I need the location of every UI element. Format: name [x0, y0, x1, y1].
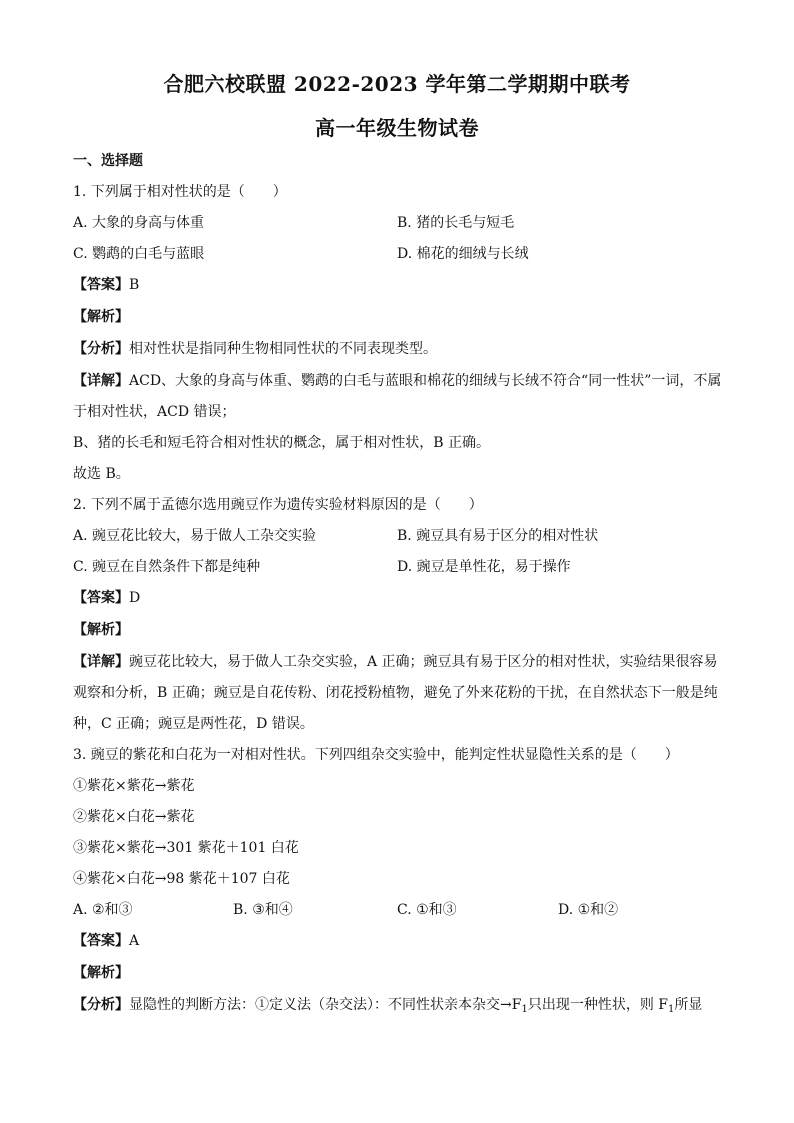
q1-option-c: C. 鹦鹉的白毛与蓝眼 [73, 246, 205, 262]
subscript-1: 1 [521, 1004, 528, 1015]
q2-option-d: D. 豌豆是单性花，易于操作 [397, 559, 571, 575]
fenxi-tag: 【分析】 [73, 341, 129, 357]
q2-analysis-tag: 【解析】 [73, 622, 129, 638]
fenxi-text-b: 只出现一种性状，则 F [527, 997, 668, 1013]
q3-analysis-tag: 【解析】 [73, 965, 129, 981]
q1-analysis-tag: 【解析】 [73, 309, 129, 325]
xiangjie-tag: 【详解】 [73, 654, 129, 670]
q2-option-b: B. 豌豆具有易于区分的相对性状 [397, 528, 599, 544]
answer-value: B [129, 277, 140, 293]
q1-stem: 1. 下列属于相对性状的是（ ） [73, 184, 287, 200]
q1-xiangjie-line3: B、猪的长毛和短毛符合相对性状的概念，属于相对性状，B 正确。 [73, 435, 491, 451]
q2-stem: 2. 下列不属于孟德尔选用豌豆作为遗传实验材料原因的是（ ） [73, 497, 483, 513]
q3-cross-3: ③紫花×紫花→301 紫花＋101 白花 [73, 840, 299, 856]
xiangjie-tag: 【详解】 [73, 373, 129, 389]
answer-tag: 【答案】 [73, 933, 129, 949]
q2-answer [73, 589, 140, 607]
q2-option-c: C. 豌豆在自然条件下都是纯种 [73, 559, 261, 575]
q1-xiangjie-line2: 于相对性状，ACD 错误； [73, 404, 236, 420]
q1-option-a: A. 大象的身高与体重 [73, 215, 205, 231]
q3-cross-2: ②紫花×白花→紫花 [73, 809, 195, 825]
xiangjie-text: ACD、大象的身高与体重、鹦鹉的白毛与蓝眼和棉花的细绒与长绒不符合“同一性状”一词，不属 [129, 373, 722, 389]
answer-tag: 【答案】 [73, 590, 129, 606]
answer-value: A [129, 933, 140, 949]
answer-tag: 【答案】 [73, 277, 129, 293]
q2-xiangjie-line2: 观察和分析，B 正确；豌豆是自花传粉、闭花授粉植物，避免了外来花粉的干扰，在自然状态下一般是纯 [73, 685, 718, 701]
q3-option-c: C. ①和③ [397, 902, 457, 918]
section-heading: 一、选择题 [73, 153, 143, 169]
q3-stem: 3. 豌豆的紫花和白花为一对相对性状。下列四组杂交实验中，能判定性状显隐性关系的是（ ） [73, 747, 679, 763]
fenxi-text-c: 所显 [674, 997, 703, 1013]
q1-answer [73, 276, 139, 294]
q3-option-d: D. ①和② [558, 902, 619, 918]
q1-option-b: B. 猪的长毛与短毛 [397, 215, 515, 231]
q2-option-a: A. 豌豆花比较大，易于做人工杂交实验 [73, 528, 317, 544]
fenxi-text-a: 显隐性的判断方法：①定义法（杂交法）：不同性状亲本杂交→F [129, 997, 522, 1013]
q2-xiangjie-line3: 种，C 正确；豌豆是两性花，D 错误。 [73, 716, 314, 732]
exam-title: 合肥六校联盟 2022-2023 学年第二学期期中联考 [163, 72, 631, 96]
q1-conclusion: 故选 B。 [73, 466, 130, 482]
q3-option-b: B. ③和④ [233, 902, 293, 918]
q3-cross-4: ④紫花×白花→98 紫花＋107 白花 [73, 871, 290, 887]
q3-fenxi [73, 996, 702, 1019]
q1-option-d: D. 棉花的细绒与长绒 [397, 246, 529, 262]
exam-subtitle: 高一年级生物试卷 [315, 116, 479, 140]
q1-fenxi [73, 340, 437, 358]
answer-value: D [129, 590, 141, 606]
subscript-2: 1 [668, 1004, 675, 1015]
q1-xiangjie-line1 [73, 372, 721, 390]
fenxi-tag: 【分析】 [73, 997, 129, 1013]
xiangjie-text: 豌豆花比较大，易于做人工杂交实验，A 正确；豌豆具有易于区分的相对性状，实验结果很容易 [129, 654, 718, 670]
fenxi-text: 相对性状是指同种生物相同性状的不同表现类型。 [129, 341, 437, 357]
q3-answer [73, 932, 139, 950]
q2-xiangjie-line1 [73, 653, 718, 671]
q3-option-a: A. ②和③ [73, 902, 133, 918]
q3-cross-1: ①紫花×紫花→紫花 [73, 778, 195, 794]
